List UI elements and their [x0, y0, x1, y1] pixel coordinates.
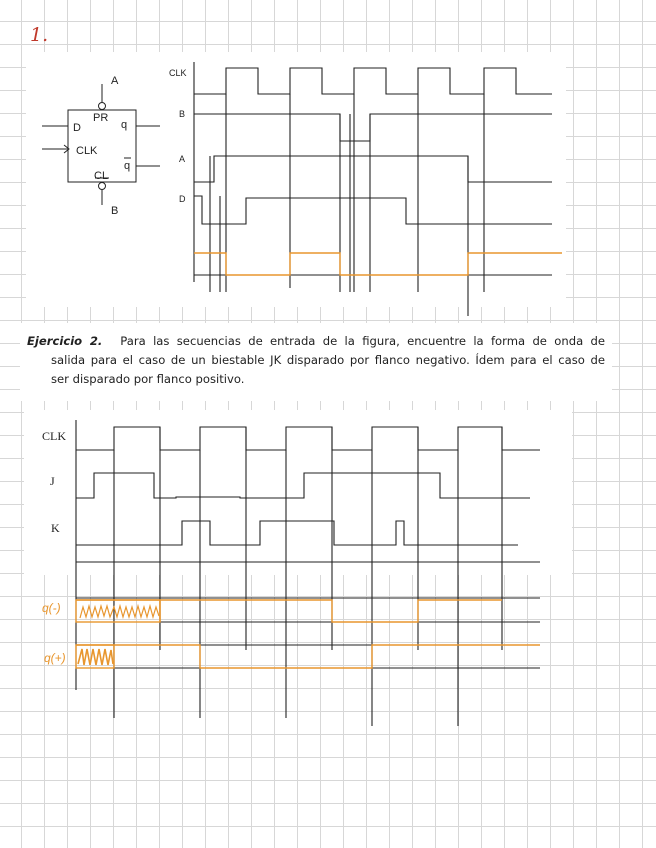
top-label-clk: CLK: [169, 68, 187, 78]
top-label-d: D: [179, 194, 186, 204]
top-label-b: B: [179, 109, 186, 119]
top-wave-clk: [194, 68, 552, 94]
pin-label-clk: CLK: [76, 145, 98, 157]
top-wave-a: [194, 156, 552, 182]
pin-label-b: B: [111, 205, 119, 217]
bottom-label-k: K: [51, 521, 60, 535]
pin-label-a: A: [111, 75, 119, 87]
exercise-line-1: [27, 332, 605, 351]
flip-flop-symbol: [42, 84, 160, 205]
pin-label-pr: PR: [93, 112, 109, 124]
top-wave-d: [194, 196, 552, 224]
bottom-answers: [76, 600, 540, 668]
qpos-scribble: [78, 649, 113, 665]
handwritten-labels: [42, 601, 66, 665]
pr-bubble: [99, 103, 106, 110]
qneg-scribble: [80, 606, 159, 618]
top-signal-labels: [169, 68, 187, 204]
cl-bubble: [99, 183, 106, 190]
top-wave-q-answer: [194, 253, 562, 275]
pin-label-cl: CL: [94, 170, 109, 182]
bottom-waveforms: [76, 420, 540, 726]
exercise-line-1-text: Para las secuencias de entrada de la figura, encuentre la forma de onda de: [120, 334, 605, 348]
exercise-line-2: salida para el caso de un biestable JK disparado por flanco negativo. Ídem para el caso de: [51, 353, 605, 367]
label-q-negative: q(-): [42, 601, 61, 615]
top-waveforms: [194, 62, 552, 316]
bottom-wave-qpos-answer: [76, 645, 540, 668]
top-label-a: A: [179, 154, 186, 164]
pin-label-qbar: q: [124, 160, 131, 172]
top-wave-b: [194, 114, 552, 141]
bottom-label-clk: CLK: [42, 429, 66, 443]
page-number: 1.: [30, 24, 49, 46]
qneg-undefined-region: [76, 600, 160, 622]
pin-label-d: D: [73, 122, 81, 134]
exercise-statement: [27, 332, 605, 389]
pin-label-q: q: [121, 119, 128, 131]
bottom-signal-labels: [42, 429, 66, 535]
label-q-positive: q(+): [44, 651, 66, 665]
exercise-title: Ejercicio 2.: [27, 334, 103, 348]
exercise-line-3: ser disparado por flanco positivo.: [51, 372, 245, 386]
bottom-wave-j: [76, 473, 530, 498]
bottom-label-j: J: [50, 474, 55, 488]
bottom-wave-clk: [76, 427, 540, 450]
bottom-wave-k: [76, 521, 518, 545]
